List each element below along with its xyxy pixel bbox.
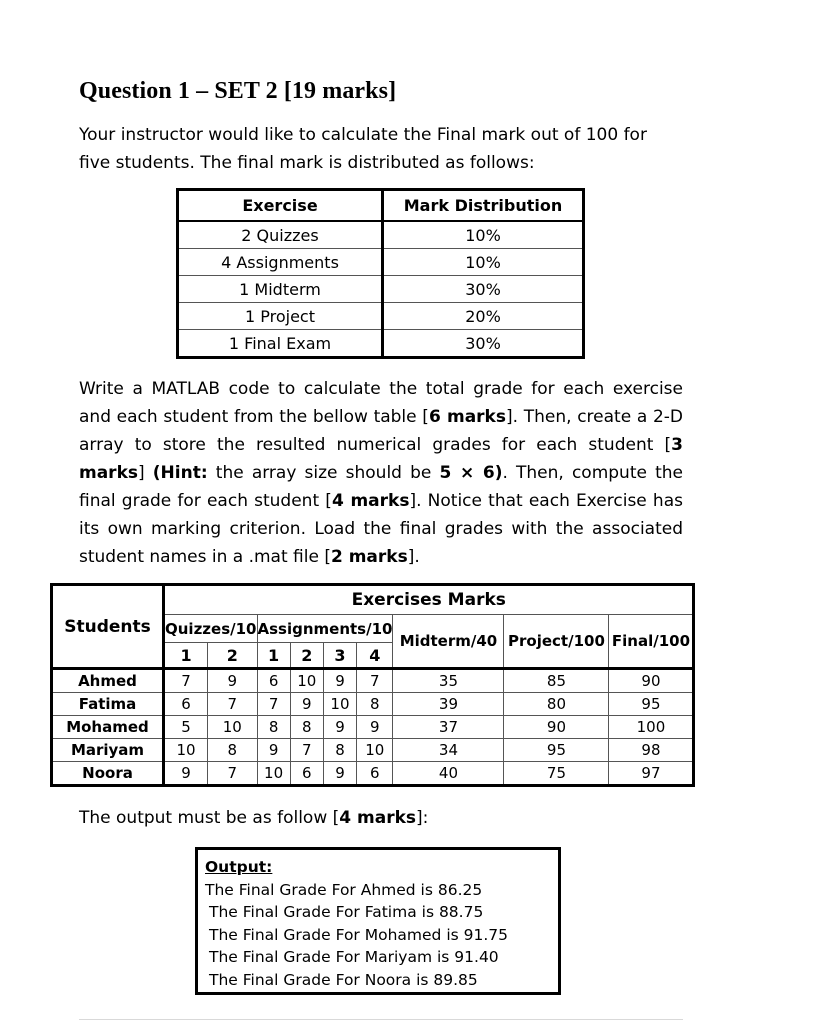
table-row — [52, 762, 694, 786]
assignment-score: 8 — [290, 716, 323, 739]
assignment-score: 6 — [257, 669, 290, 693]
exercise-cell: 2 Quizzes — [178, 221, 383, 249]
assignment-score: 9 — [323, 669, 356, 693]
assignment-score: 10 — [290, 669, 323, 693]
assignment-score: 9 — [357, 716, 393, 739]
quiz-score: 8 — [208, 739, 257, 762]
table-row — [178, 330, 584, 358]
output-line: The Final Grade For Fatima is 88.75 — [209, 903, 484, 922]
output-line: The Final Grade For Ahmed is 86.25 — [205, 880, 483, 899]
task-text-7: ]. — [407, 547, 420, 567]
project-score: 80 — [504, 693, 609, 716]
task-text-3: ] — [138, 463, 153, 483]
midterm-score: 39 — [393, 693, 504, 716]
midterm-score: 34 — [393, 739, 504, 762]
project-score: 95 — [504, 739, 609, 762]
student-name: Noora — [52, 762, 164, 786]
assignment-score: 7 — [357, 669, 393, 693]
output-box — [195, 847, 561, 995]
output-heading: Output: — [205, 858, 273, 876]
intro-text: Your instructor would like to calculate the Final mark out of 100 for five students. The final mark is distributed as follows: — [79, 125, 647, 173]
output-intro-text-1: The output must be as follow [ — [79, 808, 340, 828]
percent-cell: 20% — [383, 303, 584, 330]
assignment-score: 10 — [323, 693, 356, 716]
percent-cell: 10% — [383, 249, 584, 276]
quiz-number: 2 — [208, 643, 257, 669]
midterm-score: 37 — [393, 716, 504, 739]
midterm-header: Midterm/40 — [393, 615, 504, 669]
midterm-score: 40 — [393, 762, 504, 786]
task-text — [79, 375, 683, 571]
midterm-score: 35 — [393, 669, 504, 693]
assignment-score: 9 — [290, 693, 323, 716]
mark-distribution-table — [176, 188, 585, 359]
exercise-cell: 4 Assignments — [178, 249, 383, 276]
assignment-score: 8 — [257, 716, 290, 739]
students-header: Students — [52, 585, 164, 669]
quiz-score: 9 — [164, 762, 208, 786]
exercise-cell: 1 Project — [178, 303, 383, 330]
task-bold-6: 2 marks — [330, 547, 408, 567]
final-score: 90 — [609, 669, 694, 693]
exercise-header: Exercise — [178, 190, 383, 222]
task-bold-1: 6 marks — [428, 407, 506, 427]
table-row — [52, 693, 694, 716]
assignment-score: 8 — [357, 693, 393, 716]
project-header: Project/100 — [504, 615, 609, 669]
final-score: 97 — [609, 762, 694, 786]
table-row — [178, 276, 584, 303]
assignment-number: 1 — [257, 643, 290, 669]
quiz-score: 5 — [164, 716, 208, 739]
task-text-4: the array size should be — [207, 463, 440, 483]
quiz-score: 9 — [208, 669, 257, 693]
assignment-score: 9 — [323, 762, 356, 786]
quiz-score: 10 — [208, 716, 257, 739]
percent-cell: 30% — [383, 276, 584, 303]
assignment-score: 8 — [323, 739, 356, 762]
table-row — [52, 716, 694, 739]
percent-cell: 10% — [383, 221, 584, 249]
output-intro-bold: 4 marks — [339, 808, 417, 828]
student-name: Ahmed — [52, 669, 164, 693]
exercise-cell: 1 Final Exam — [178, 330, 383, 358]
task-bold-2: 3 marks — [79, 435, 683, 483]
student-name: Mohamed — [52, 716, 164, 739]
quiz-score: 10 — [164, 739, 208, 762]
task-text-2: ]. Then, create a 2-D array to store the resulted numerical grades for each student [ — [79, 407, 683, 455]
task-bold-4: 5 × 6) — [439, 463, 503, 483]
table-row — [178, 249, 584, 276]
page-divider — [79, 1019, 683, 1020]
quiz-score: 6 — [164, 693, 208, 716]
assignment-score: 6 — [290, 762, 323, 786]
output-line: The Final Grade For Mariyam is 91.40 — [209, 948, 499, 967]
output-intro — [79, 808, 428, 828]
quiz-score: 7 — [208, 693, 257, 716]
question-title: Question 1 – SET 2 [19 marks] — [79, 78, 397, 104]
quiz-number: 1 — [164, 643, 208, 669]
assignment-score: 10 — [357, 739, 393, 762]
exercises-marks-table — [50, 583, 695, 787]
student-name: Mariyam — [52, 739, 164, 762]
quizzes-header: Quizzes/10 — [164, 615, 258, 643]
task-paragraph — [79, 375, 683, 571]
output-line: The Final Grade For Noora is 89.85 — [209, 970, 478, 989]
assignment-number: 2 — [290, 643, 323, 669]
task-text-1: Write a MATLAB code to calculate the total grade for each exercise and each student from the bellow table [ — [79, 379, 683, 427]
exercise-cell: 1 Midterm — [178, 276, 383, 303]
final-score: 98 — [609, 739, 694, 762]
quiz-score: 7 — [208, 762, 257, 786]
percent-cell: 30% — [383, 330, 584, 358]
final-score: 100 — [609, 716, 694, 739]
output-line: The Final Grade For Mohamed is 91.75 — [209, 925, 508, 944]
exercises-marks-header: Exercises Marks — [164, 585, 694, 615]
quiz-score: 7 — [164, 669, 208, 693]
assignment-score: 7 — [257, 693, 290, 716]
table-row — [52, 669, 694, 693]
table-row — [52, 739, 694, 762]
project-score: 85 — [504, 669, 609, 693]
mark-distribution-header: Mark Distribution — [383, 190, 584, 222]
assignments-header: Assignments/10 — [257, 615, 393, 643]
final-score: 95 — [609, 693, 694, 716]
marks-header-row-1 — [52, 585, 694, 615]
project-score: 75 — [504, 762, 609, 786]
task-bold-3: (Hint: — [152, 463, 208, 483]
assignment-number: 3 — [323, 643, 356, 669]
project-score: 90 — [504, 716, 609, 739]
assignment-score: 10 — [257, 762, 290, 786]
task-text-5: . Then, compute the final grade for each student [ — [79, 463, 683, 511]
final-header: Final/100 — [609, 615, 694, 669]
task-bold-5: 4 marks — [331, 491, 410, 511]
distribution-header-row — [178, 190, 584, 222]
assignment-score: 6 — [357, 762, 393, 786]
assignment-score: 9 — [257, 739, 290, 762]
intro-paragraph — [79, 121, 683, 177]
output-intro-text-2: ]: — [416, 808, 429, 828]
assignment-score: 7 — [290, 739, 323, 762]
table-row — [178, 221, 584, 249]
task-text-6: ]. Notice that each Exercise has its own marking criterion. Load the final grades with the associated student names in a .mat file [ — [79, 491, 683, 567]
assignment-score: 9 — [323, 716, 356, 739]
student-name: Fatima — [52, 693, 164, 716]
table-row — [178, 303, 584, 330]
assignment-number: 4 — [357, 643, 393, 669]
